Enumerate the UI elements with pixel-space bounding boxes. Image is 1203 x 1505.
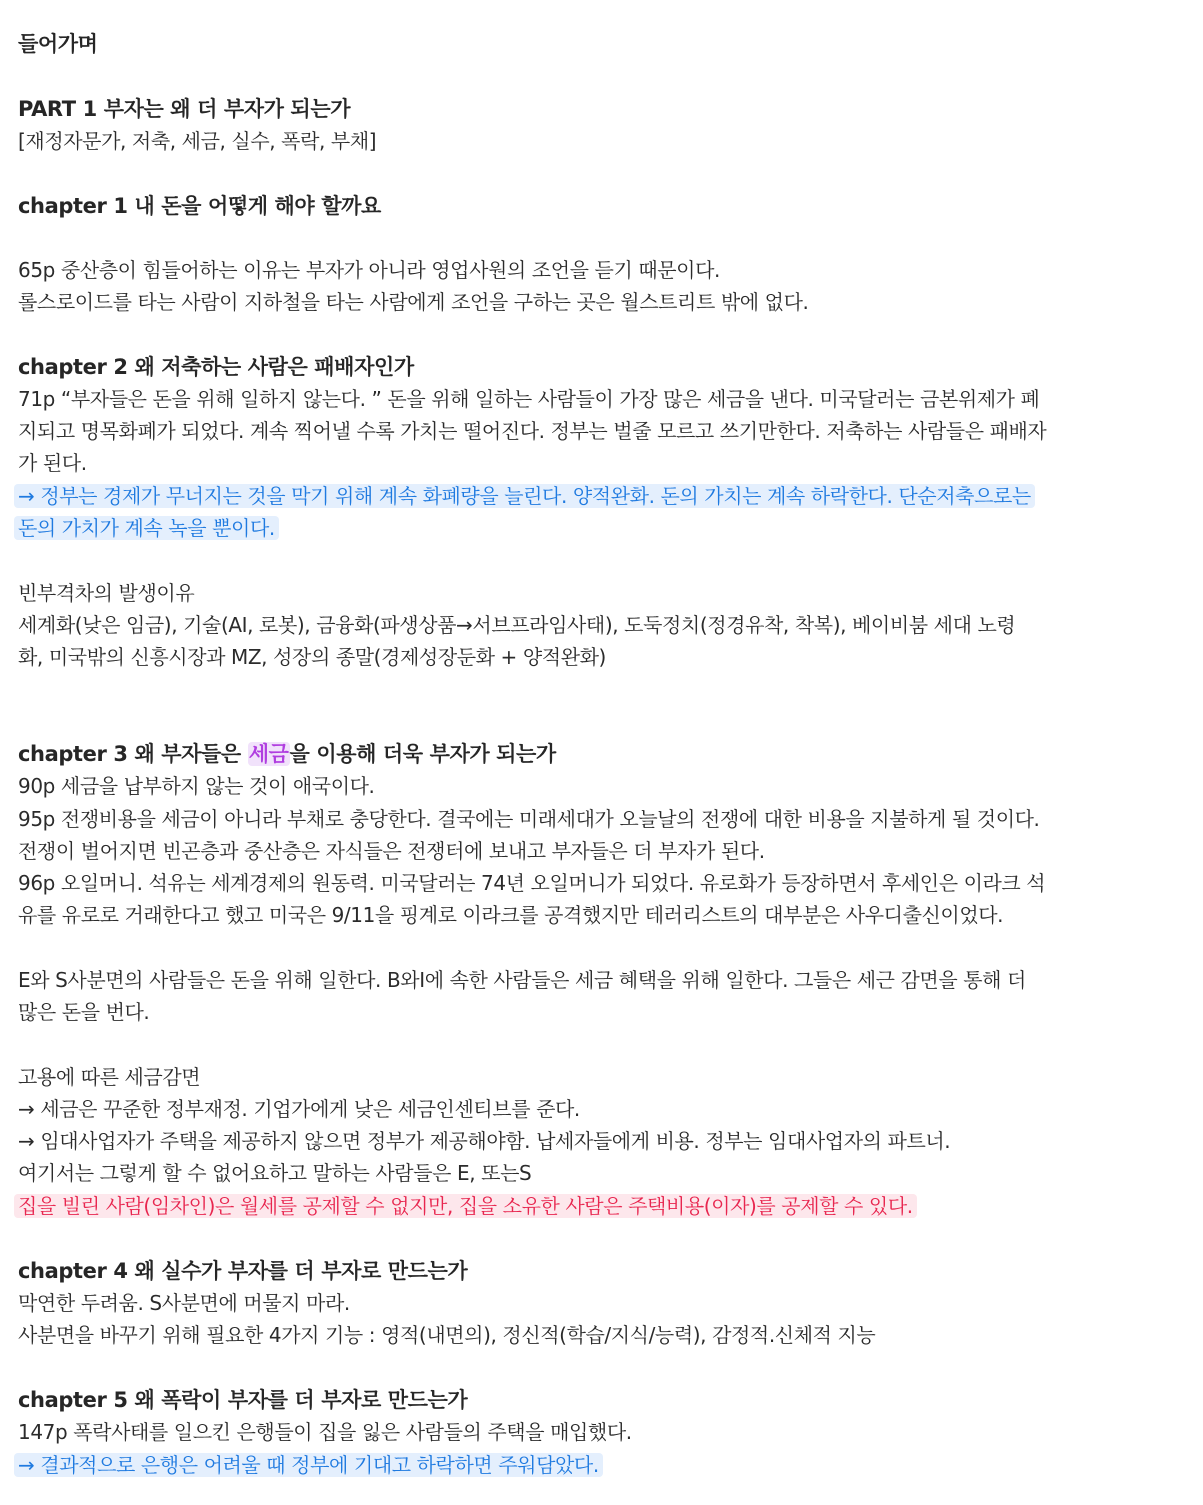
- quadrant-line: 많은 돈을 번다.: [18, 1000, 150, 1024]
- chapter1-line: 65p 중산층이 힘들어하는 이유는 부자가 아니라 영업사원의 조언을 듣기 때문이다.: [18, 258, 720, 282]
- chapter3-line: 전쟁이 벌어지면 빈곤층과 중산층은 자식들은 전쟁터에 보내고 부자들은 더 부자가 된다.: [18, 839, 765, 863]
- chapter2-line: 지되고 명목화폐가 되었다. 계속 찍어낼 수록 가치는 떨어진다. 정부는 벌줄 모르고 쓰기만한다. 저축하는 사람들은 패배자: [18, 419, 1047, 443]
- chapter3-line: 95p 전쟁비용을 세금이 아니라 부채로 충당한다. 결국에는 미래세대가 오늘날의 전쟁에 대한 비용을 지불하게 될 것이다.: [18, 807, 1040, 831]
- chapter4-heading: chapter 4 왜 실수가 부자를 더 부자로 만드는가: [18, 1259, 468, 1283]
- wealth-gap-line: 세계화(낮은 임금), 기술(AI, 로봇), 금융화(파생상품→서브프라임사태), 도둑정치(정경유착, 착복), 베이비붐 세대 노령: [18, 613, 1016, 637]
- chapter2-line: 71p “부자들은 돈을 위해 일하지 않는다. ” 돈을 위해 일하는 사람들이 가장 많은 세금을 낸다. 미국달러는 금본위제가 폐: [18, 387, 1040, 411]
- wealth-gap-line: 화, 미국밖의 신흥시장과 MZ, 성장의 종말(경제성장둔화 + 양적완화): [18, 645, 606, 669]
- blue-highlight: 돈의 가치가 계속 녹을 뿐이다.: [14, 516, 279, 540]
- chapter3-line: 96p 오일머니. 석유는 세계경제의 원동력. 미국달러는 74년 오일머니가 되었다. 유로화가 등장하면서 후세인은 이라크 석: [18, 871, 1046, 895]
- chapter2-heading: chapter 2 왜 저축하는 사람은 패배자인가: [18, 355, 414, 379]
- tax-reduction-title: 고용에 따른 세금감면: [18, 1065, 201, 1089]
- chapter4-line: 막연한 두려움. S사분면에 머물지 마라.: [18, 1291, 350, 1315]
- wealth-gap-title: 빈부격차의 발생이유: [18, 581, 195, 605]
- chapter1-heading: chapter 1 내 돈을 어떻게 해야 할까요: [18, 194, 381, 218]
- intro-heading: 들어가며: [18, 32, 98, 56]
- chapter3-heading: [18, 738, 556, 770]
- tax-reduction-line: → 세금은 꾸준한 정부재정. 기업가에게 낮은 세금인센티브를 준다.: [18, 1097, 580, 1121]
- quadrant-line: E와 S사분면의 사람들은 돈을 위해 일한다. B와I에 속한 사람들은 세금 혜택을 위해 일한다. 그들은 세근 감면을 통해 더: [18, 968, 1026, 992]
- part1-keywords: [재정자문가, 저축, 세금, 실수, 폭락, 부채]: [18, 129, 377, 153]
- tax-reduction-line: → 임대사업자가 주택을 제공하지 않으면 정부가 제공해야함. 납세자들에게 비용. 정부는 임대사업자의 파트너.: [18, 1129, 951, 1153]
- chapter5-line: 147p 폭락사태를 일으킨 은행들이 집을 잃은 사람들의 주택을 매입했다.: [18, 1420, 632, 1444]
- blue-highlight: → 결과적으로 은행은 어려울 때 정부에 기대고 하락하면 주워담았다.: [14, 1453, 603, 1477]
- blue-highlight: → 정부는 경제가 무너지는 것을 막기 위해 계속 화폐량을 늘린다. 양적완화. 돈의 가치는 계속 하락한다. 단순저축으로는: [14, 484, 1035, 508]
- chapter3-red-highlight-line: [18, 1190, 917, 1222]
- chapter5-highlight-line: [18, 1449, 603, 1481]
- chapter3-line: 유를 유로로 거래한다고 했고 미국은 9/11을 핑계로 이라크를 공격했지만 테러리스트의 대부분은 사우디출신이었다.: [18, 903, 1004, 927]
- chapter2-highlight-line: [18, 512, 279, 544]
- tax-reduction-line: 여기서는 그렇게 할 수 없어요하고 말하는 사람들은 E, 또는S: [18, 1161, 532, 1185]
- chapter1-line: 롤스로이드를 타는 사람이 지하철을 타는 사람에게 조언을 구하는 곳은 월스트리트 밖에 없다.: [18, 290, 809, 314]
- chapter2-line: 가 된다.: [18, 451, 87, 475]
- chapter3-line: 90p 세금을 납부하지 않는 것이 애국이다.: [18, 774, 375, 798]
- red-highlight: 집을 빌린 사람(임차인)은 월세를 공제할 수 없지만, 집을 소유한 사람은 주택비용(이자)를 공제할 수 있다.: [14, 1194, 917, 1218]
- chapter2-highlight-line: [18, 480, 1035, 512]
- chapter3-title-post: 을 이용해 더욱 부자가 되는가: [289, 742, 556, 766]
- purple-highlight: 세금: [248, 742, 289, 766]
- chapter5-heading: chapter 5 왜 폭락이 부자를 더 부자로 만드는가: [18, 1388, 468, 1412]
- part1-heading: PART 1 부자는 왜 더 부자가 되는가: [18, 97, 351, 121]
- chapter3-title-pre: chapter 3 왜 부자들은: [18, 742, 248, 766]
- chapter4-line: 사분면을 바꾸기 위해 필요한 4가지 기능 : 영적(내면의), 정신적(학습/지식/능력), 감정적.신체적 지능: [18, 1323, 876, 1347]
